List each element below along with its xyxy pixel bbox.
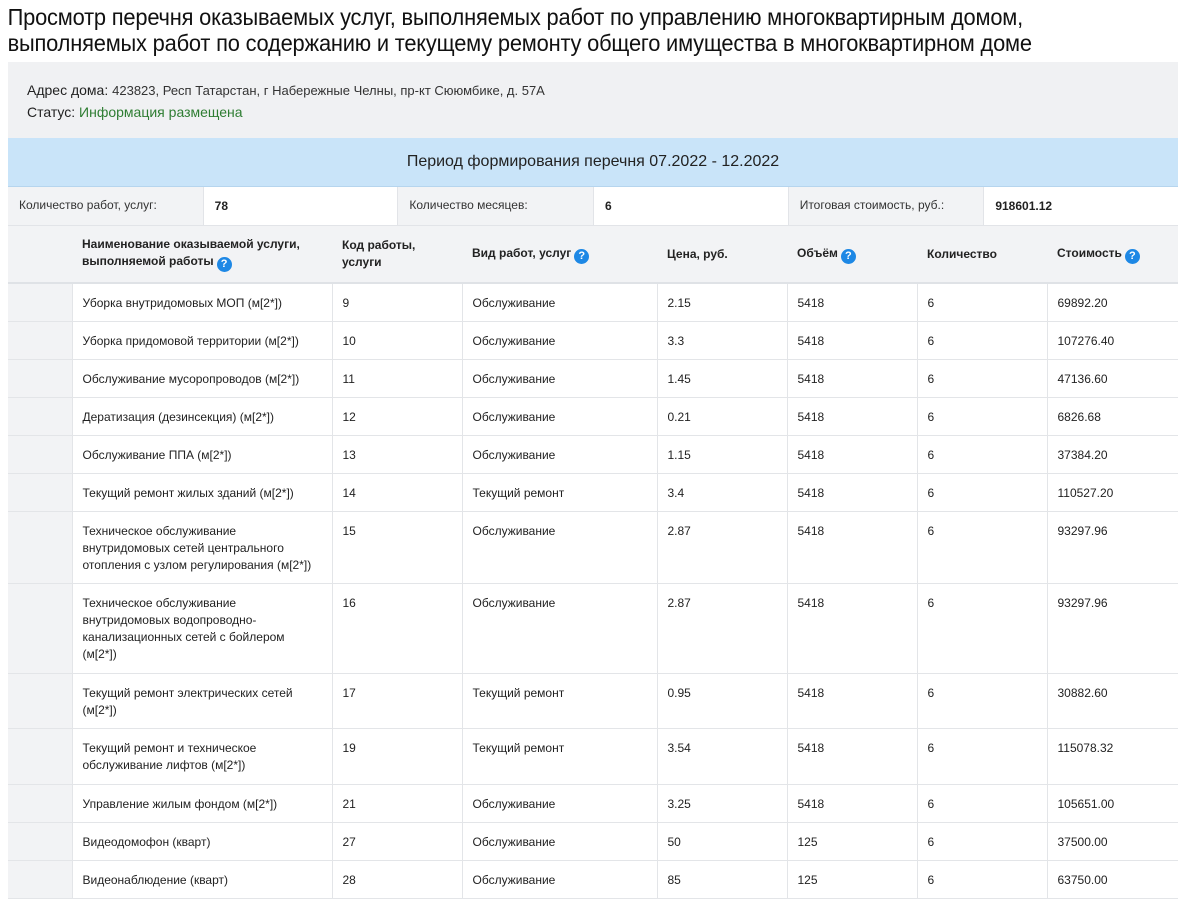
table-row: [8, 822, 1178, 860]
header-volume-label: Объём: [797, 245, 838, 260]
cell-name: Текущий ремонт электрических сетей (м[2*]): [72, 673, 332, 728]
header-name-label: Наименование оказываемой услуги, выполняемой работы: [82, 237, 300, 268]
cell-cost: 37384.20: [1047, 435, 1178, 473]
cell-volume: 5418: [787, 583, 917, 673]
row-stub: [8, 397, 72, 435]
table-row: [8, 321, 1178, 359]
cell-code: 14: [332, 473, 462, 511]
cell-volume: 5418: [787, 321, 917, 359]
period-header: [8, 138, 1178, 187]
table-row: [8, 728, 1178, 784]
address-label: Адрес дома:: [27, 82, 109, 98]
cell-code: 12: [332, 397, 462, 435]
help-icon[interactable]: ?: [217, 257, 232, 272]
cell-code: 13: [332, 435, 462, 473]
cell-type: Текущий ремонт: [462, 728, 657, 784]
row-stub: [8, 283, 72, 321]
cell-price: 1.15: [657, 435, 787, 473]
header-stub: [8, 226, 72, 283]
header-cost: [1047, 226, 1178, 283]
cell-quantity: 6: [917, 728, 1047, 784]
cell-quantity: 6: [917, 673, 1047, 728]
cell-price: 3.25: [657, 784, 787, 822]
cell-volume: 5418: [787, 784, 917, 822]
cell-name: Уборка внутридомовых МОП (м[2*]): [72, 283, 332, 321]
total-cost-label: Итоговая стоимость, руб.:: [789, 187, 984, 225]
row-stub: [8, 511, 72, 583]
table-row: [8, 435, 1178, 473]
cell-cost: 110527.20: [1047, 473, 1178, 511]
header-code-label: Код работы, услуги: [342, 238, 416, 269]
cell-cost: 37500.00: [1047, 822, 1178, 860]
table-header-row: [8, 226, 1178, 283]
row-stub: [8, 673, 72, 728]
cell-type: Обслуживание: [462, 397, 657, 435]
address-line: [27, 82, 545, 98]
row-stub: [8, 359, 72, 397]
months-label: Количество месяцев:: [398, 187, 593, 225]
cell-code: 21: [332, 784, 462, 822]
table-row: [8, 473, 1178, 511]
cell-price: 2.15: [657, 283, 787, 321]
cell-code: 16: [332, 583, 462, 673]
cell-cost: 6826.68: [1047, 397, 1178, 435]
cell-code: 10: [332, 321, 462, 359]
help-icon[interactable]: ?: [574, 249, 589, 264]
table-row: [8, 784, 1178, 822]
row-stub: [8, 583, 72, 673]
cell-price: 0.95: [657, 673, 787, 728]
cell-cost: 69892.20: [1047, 283, 1178, 321]
cell-quantity: 6: [917, 283, 1047, 321]
works-table: [8, 226, 1178, 899]
cell-volume: 5418: [787, 673, 917, 728]
header-code: [332, 226, 462, 283]
table-row: [8, 860, 1178, 898]
cell-cost: 63750.00: [1047, 860, 1178, 898]
cell-cost: 30882.60: [1047, 673, 1178, 728]
cell-volume: 5418: [787, 511, 917, 583]
cell-type: Текущий ремонт: [462, 473, 657, 511]
cell-code: 28: [332, 860, 462, 898]
cell-type: Текущий ремонт: [462, 673, 657, 728]
help-icon[interactable]: ?: [841, 249, 856, 264]
cell-volume: 5418: [787, 283, 917, 321]
table-row: [8, 283, 1178, 321]
cell-name: Обслуживание ППА (м[2*]): [72, 435, 332, 473]
cell-cost: 93297.96: [1047, 511, 1178, 583]
row-stub: [8, 321, 72, 359]
cell-type: Обслуживание: [462, 283, 657, 321]
cell-type: Обслуживание: [462, 511, 657, 583]
works-count-label: Количество работ, услуг:: [8, 187, 203, 225]
cell-price: 50: [657, 822, 787, 860]
header-price-label: Цена, руб.: [667, 246, 728, 261]
cell-name: Техническое обслуживание внутридомовых сетей центрального отопления с узлом регулирования (м[2*]): [72, 511, 332, 583]
cell-type: Обслуживание: [462, 583, 657, 673]
row-stub: [8, 473, 72, 511]
cell-volume: 5418: [787, 435, 917, 473]
header-name: [72, 226, 332, 283]
cell-quantity: 6: [917, 359, 1047, 397]
header-quantity: [917, 226, 1047, 283]
table-row: [8, 397, 1178, 435]
cell-quantity: 6: [917, 822, 1047, 860]
house-info-panel: [8, 62, 1178, 138]
cell-name: Текущий ремонт и техническое обслуживание лифтов (м[2*]): [72, 728, 332, 784]
cell-name: Управление жилым фондом (м[2*]): [72, 784, 332, 822]
cell-name: Видеонаблюдение (кварт): [72, 860, 332, 898]
cell-code: 11: [332, 359, 462, 397]
cell-cost: 115078.32: [1047, 728, 1178, 784]
cell-price: 2.87: [657, 511, 787, 583]
cell-volume: 125: [787, 860, 917, 898]
help-icon[interactable]: ?: [1125, 249, 1140, 264]
cell-type: Обслуживание: [462, 321, 657, 359]
row-stub: [8, 435, 72, 473]
works-count-value: 78: [203, 187, 399, 225]
page-title: [0, 0, 1176, 56]
cell-cost: 47136.60: [1047, 359, 1178, 397]
summary-row: [8, 187, 1178, 226]
row-stub: [8, 822, 72, 860]
cell-price: 85: [657, 860, 787, 898]
header-quantity-label: Количество: [927, 246, 997, 261]
cell-name: Дератизация (дезинсекция) (м[2*]): [72, 397, 332, 435]
cell-price: 3.3: [657, 321, 787, 359]
cell-volume: 5418: [787, 397, 917, 435]
cell-quantity: 6: [917, 397, 1047, 435]
address-value: 423823, Респ Татарстан, г Набережные Челны, пр-кт Сююмбике, д. 57А: [112, 83, 545, 98]
status-label: Статус:: [27, 104, 76, 120]
header-volume: [787, 226, 917, 283]
cell-cost: 93297.96: [1047, 583, 1178, 673]
header-type: [462, 226, 657, 283]
cell-price: 3.4: [657, 473, 787, 511]
table-row: [8, 359, 1178, 397]
cell-quantity: 6: [917, 860, 1047, 898]
status-line: [27, 104, 243, 120]
cell-name: Текущий ремонт жилых зданий (м[2*]): [72, 473, 332, 511]
cell-cost: 107276.40: [1047, 321, 1178, 359]
table-row: [8, 583, 1178, 673]
cell-code: 27: [332, 822, 462, 860]
cell-type: Обслуживание: [462, 784, 657, 822]
cell-name: Обслуживание мусоропроводов (м[2*]): [72, 359, 332, 397]
period-text: Период формирования перечня 07.2022 - 12.2022: [406, 153, 780, 170]
cell-code: 19: [332, 728, 462, 784]
months-value: 6: [593, 187, 789, 225]
cell-price: 1.45: [657, 359, 787, 397]
cell-code: 15: [332, 511, 462, 583]
cell-volume: 5418: [787, 359, 917, 397]
cell-volume: 5418: [787, 473, 917, 511]
row-stub: [8, 728, 72, 784]
cell-price: 3.54: [657, 728, 787, 784]
row-stub: [8, 784, 72, 822]
cell-code: 9: [332, 283, 462, 321]
status-value: Информация размещена: [79, 104, 243, 120]
table-row: [8, 511, 1178, 583]
cell-type: Обслуживание: [462, 435, 657, 473]
header-type-label: Вид работ, услуг: [472, 245, 572, 260]
header-price: [657, 226, 787, 283]
table-row: [8, 673, 1178, 728]
cell-quantity: 6: [917, 473, 1047, 511]
total-cost-value: 918601.12: [983, 187, 1178, 225]
row-stub: [8, 860, 72, 898]
cell-code: 17: [332, 673, 462, 728]
cell-cost: 105651.00: [1047, 784, 1178, 822]
page-title-line-1: Просмотр перечня оказываемых услуг, выполняемых работ по управлению многоквартирным домом,: [7, 4, 1024, 30]
cell-type: Обслуживание: [462, 822, 657, 860]
header-cost-label: Стоимость: [1057, 245, 1122, 260]
cell-type: Обслуживание: [462, 359, 657, 397]
cell-name: Видеодомофон (кварт): [72, 822, 332, 860]
cell-quantity: 6: [917, 511, 1047, 583]
cell-quantity: 6: [917, 784, 1047, 822]
cell-quantity: 6: [917, 583, 1047, 673]
cell-quantity: 6: [917, 321, 1047, 359]
cell-name: Уборка придомовой территории (м[2*]): [72, 321, 332, 359]
cell-volume: 5418: [787, 728, 917, 784]
cell-type: Обслуживание: [462, 860, 657, 898]
page-title-line-2: выполняемых работ по содержанию и текущему ремонту общего имущества в многоквартирном доме: [7, 30, 1032, 56]
cell-price: 0.21: [657, 397, 787, 435]
cell-price: 2.87: [657, 583, 787, 673]
cell-name: Техническое обслуживание внутридомовых водопроводно-канализационных сетей с бойлером (м[2*]): [72, 583, 332, 673]
cell-quantity: 6: [917, 435, 1047, 473]
cell-volume: 125: [787, 822, 917, 860]
